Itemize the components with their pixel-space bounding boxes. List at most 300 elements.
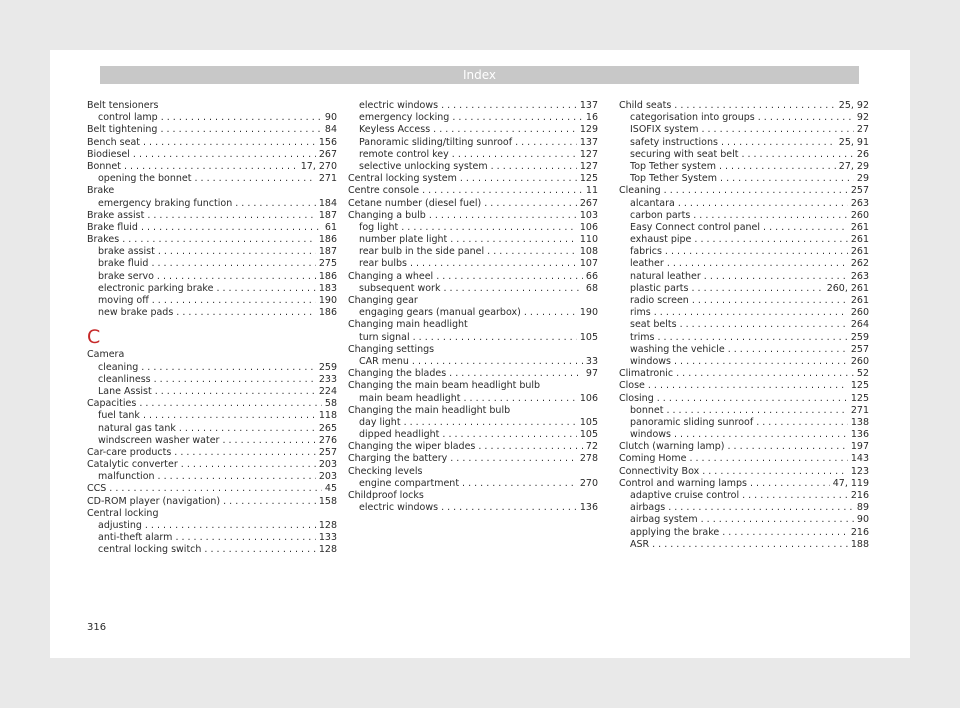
index-entry	[348, 466, 598, 478]
entry-page-ref: 72	[585, 441, 598, 453]
entry-term: safety instructions	[630, 136, 718, 148]
entry-term: Clutch (warning lamp)	[619, 441, 725, 453]
entry-page-ref: 110	[579, 234, 598, 246]
entry-page-ref: 89	[856, 502, 869, 514]
dot-leader	[157, 124, 324, 136]
index-subentry	[619, 514, 869, 526]
entry-term: natural gas tank	[98, 422, 176, 434]
entry-page-ref: 216	[850, 526, 869, 538]
entry-page-ref: 203	[318, 459, 337, 471]
entry-term: panoramic sliding sunroof	[630, 416, 754, 428]
entry-page-ref: 47, 119	[832, 477, 869, 489]
entry-term: CD-ROM player (navigation)	[87, 495, 221, 507]
dot-leader	[649, 539, 851, 551]
entry-term: Biodiesel	[87, 148, 130, 160]
entry-term: adjusting	[98, 520, 142, 531]
dot-leader	[739, 490, 851, 502]
entry-term: malfunction	[98, 471, 155, 483]
index-subentry	[348, 222, 598, 234]
entry-page-ref: 260	[850, 307, 869, 319]
entry-term: Belt tensioners	[87, 100, 159, 111]
dot-leader	[430, 124, 580, 136]
entry-page-ref: 267	[579, 197, 598, 209]
index-subentry	[619, 210, 869, 222]
dot-leader	[173, 307, 319, 319]
entry-term: day light	[359, 416, 401, 428]
index-subentry	[87, 471, 337, 483]
entry-page-ref: 97	[585, 368, 598, 380]
index-subentry	[619, 246, 869, 258]
entry-term: plastic parts	[630, 282, 689, 294]
index-entry	[619, 393, 869, 405]
entry-term: rims	[630, 307, 651, 319]
entry-term: Catalytic converter	[87, 459, 178, 471]
index-column-1	[87, 100, 337, 557]
dot-leader	[119, 234, 319, 246]
dot-leader	[717, 173, 857, 185]
dot-leader	[691, 234, 850, 246]
entry-term: Changing the wiper blades	[348, 441, 476, 453]
index-subentry	[87, 198, 337, 210]
entry-term: Top Tether System	[630, 173, 718, 185]
entry-term: opening the bonnet	[98, 173, 192, 185]
dot-leader	[433, 271, 586, 283]
index-subentry	[348, 417, 598, 429]
entry-page-ref: 128	[318, 544, 337, 556]
entry-page-ref: 143	[850, 453, 869, 465]
entry-page-ref: 275	[318, 258, 337, 270]
entry-page-ref: 52	[856, 368, 869, 380]
index-entry	[348, 490, 598, 502]
index-entry	[87, 349, 337, 361]
index-entry	[87, 149, 337, 161]
dot-leader	[419, 185, 586, 197]
entry-term: carbon parts	[630, 209, 691, 221]
dot-leader	[438, 502, 580, 514]
dot-leader	[130, 149, 319, 161]
dot-leader	[673, 368, 857, 380]
entry-page-ref: 261	[850, 234, 869, 246]
index-entry	[87, 234, 337, 246]
entry-page-ref: 158	[318, 495, 337, 507]
index-entry	[619, 185, 869, 197]
entry-term: Child seats	[619, 100, 672, 111]
entry-term: number plate light	[359, 234, 448, 246]
entry-term: dipped headlight	[359, 429, 440, 441]
entry-page-ref: 128	[318, 520, 337, 531]
index-entry	[348, 173, 598, 185]
entry-term: Childproof locks	[348, 490, 424, 501]
index-subentry	[619, 137, 869, 149]
entry-page-ref: 257	[318, 446, 337, 458]
entry-term: Centre console	[348, 185, 420, 197]
index-title: Index	[462, 68, 497, 82]
index-subentry	[348, 332, 598, 344]
entry-page-ref: 66	[585, 270, 598, 282]
index-subentry	[87, 410, 337, 422]
entry-page-ref: 259	[318, 361, 337, 373]
index-subentry	[619, 344, 869, 356]
index-entry	[87, 222, 337, 234]
entry-term: brake fluid	[98, 258, 149, 270]
dot-leader	[475, 441, 586, 453]
dot-leader	[178, 459, 319, 471]
dot-leader	[401, 417, 580, 429]
index-subentry	[619, 222, 869, 234]
index-entry	[87, 185, 337, 197]
entry-page-ref: 271	[318, 173, 337, 185]
index-entry	[87, 210, 337, 222]
entry-term: Checking levels	[348, 465, 423, 477]
entry-term: Brake	[87, 185, 115, 197]
entry-term: Changing main headlight	[348, 319, 468, 331]
index-subentry	[619, 527, 869, 539]
dot-leader	[449, 149, 580, 161]
dot-leader	[151, 374, 319, 386]
entry-term: alcantara	[630, 197, 675, 209]
entry-term: ISOFIX system	[630, 124, 699, 136]
dot-leader	[232, 198, 319, 210]
entry-term: Changing the blades	[348, 368, 447, 380]
index-subentry	[87, 544, 337, 556]
entry-page-ref: 224	[318, 385, 337, 397]
index-subentry	[87, 307, 337, 319]
entry-term: Charging the battery	[348, 453, 448, 465]
entry-term: Changing a bulb	[348, 209, 426, 221]
entry-page-ref: 127	[579, 160, 598, 172]
dot-leader	[701, 271, 851, 283]
dot-leader	[106, 483, 325, 495]
entry-page-ref: 133	[318, 532, 337, 544]
entry-term: Car-care products	[87, 446, 172, 458]
entry-page-ref: 190	[318, 295, 337, 306]
index-subentry	[87, 435, 337, 447]
index-subentry	[619, 319, 869, 331]
index-subentry	[619, 149, 869, 161]
index-entry	[348, 380, 598, 392]
index-entry	[87, 447, 337, 459]
entry-page-ref: 190	[579, 307, 598, 319]
dot-leader	[176, 423, 319, 435]
dot-leader	[449, 112, 586, 124]
index-subentry	[619, 124, 869, 136]
dot-leader	[671, 100, 839, 112]
entry-term: cleanliness	[98, 373, 151, 385]
entry-page-ref: 262	[850, 258, 869, 270]
entry-term: Bench seat	[87, 136, 140, 148]
entry-page-ref: 184	[318, 197, 337, 209]
dot-leader	[753, 417, 851, 429]
index-subentry	[619, 161, 869, 173]
entry-page-ref: 137	[579, 100, 598, 111]
entry-term: Easy Connect control panel	[630, 221, 761, 233]
entry-term: selective unlocking system	[359, 160, 488, 172]
index-subentry	[348, 258, 598, 270]
dot-leader	[662, 246, 851, 258]
entry-term: airbag system	[630, 514, 698, 526]
page-number: 316	[87, 622, 107, 633]
dot-leader	[148, 258, 318, 270]
entry-term: natural leather	[630, 270, 701, 282]
index-entry	[87, 496, 337, 508]
index-subentry	[619, 356, 869, 368]
dot-leader	[409, 356, 586, 368]
entry-term: rear bulb in the side panel	[359, 246, 485, 258]
dot-leader	[152, 386, 319, 398]
entry-page-ref: 187	[318, 246, 337, 258]
entry-page-ref: 27	[856, 124, 869, 136]
dot-leader	[738, 149, 856, 161]
dot-leader	[447, 453, 580, 465]
entry-page-ref: 33	[585, 355, 598, 367]
entry-page-ref: 90	[856, 514, 869, 526]
index-subentry	[348, 307, 598, 319]
index-subentry	[348, 149, 598, 161]
entry-page-ref: 267	[318, 148, 337, 160]
dot-leader	[725, 344, 851, 356]
dot-leader	[481, 198, 580, 210]
entry-page-ref: 216	[850, 490, 869, 501]
dot-leader	[718, 137, 839, 149]
dot-leader	[677, 319, 851, 331]
dot-leader	[407, 258, 580, 270]
dot-leader	[665, 502, 857, 514]
entry-term: electric windows	[359, 502, 439, 514]
entry-page-ref: 156	[318, 136, 337, 148]
entry-term: seat belts	[630, 319, 677, 331]
index-entry	[87, 161, 337, 173]
entry-term: Cetane number (diesel fuel)	[348, 197, 482, 209]
entry-page-ref: 125	[579, 173, 598, 185]
index-header-band	[100, 66, 859, 84]
entry-term: airbags	[630, 502, 666, 514]
entry-term: Top Tether system	[630, 160, 716, 172]
entry-page-ref: 259	[850, 331, 869, 343]
dot-leader	[671, 356, 851, 368]
index-entry	[87, 137, 337, 149]
dot-leader	[439, 429, 579, 441]
index-entry	[619, 380, 869, 392]
entry-term: cleaning	[98, 361, 139, 373]
index-entry	[619, 441, 869, 453]
entry-term: fuel tank	[98, 410, 140, 422]
section-letter: C	[87, 326, 101, 349]
dot-leader	[138, 362, 319, 374]
index-subentry	[619, 198, 869, 210]
entry-page-ref: 123	[850, 465, 869, 477]
index-entry	[348, 319, 598, 331]
index-entry	[619, 368, 869, 380]
entry-term: Changing gear	[348, 295, 418, 306]
entry-term: adaptive cruise control	[630, 490, 740, 501]
entry-page-ref: 257	[850, 185, 869, 197]
index-subentry	[87, 532, 337, 544]
index-entry	[348, 344, 598, 356]
dot-leader	[398, 222, 580, 234]
dot-leader	[760, 222, 851, 234]
entry-page-ref: 129	[579, 124, 598, 136]
index-page	[50, 50, 910, 658]
entry-page-ref: 106	[579, 392, 598, 404]
entry-page-ref: 90	[324, 112, 337, 124]
index-subentry	[619, 258, 869, 270]
entry-term: moving off	[98, 295, 149, 306]
index-subentry	[348, 356, 598, 368]
index-entry	[87, 124, 337, 136]
entry-term: Lane Assist	[98, 385, 152, 397]
index-subentry	[87, 283, 337, 295]
entry-page-ref: 233	[318, 373, 337, 385]
dot-leader	[154, 271, 319, 283]
entry-page-ref: 263	[850, 270, 869, 282]
index-entry	[87, 483, 337, 495]
entry-page-ref: 68	[585, 282, 598, 294]
entry-page-ref: 11	[585, 185, 598, 197]
entry-term: emergency braking function	[98, 197, 233, 209]
entry-page-ref: 137	[579, 136, 598, 148]
dot-leader	[461, 393, 580, 405]
entry-term: fabrics	[630, 246, 662, 258]
dot-leader	[140, 410, 319, 422]
entry-term: CAR menu	[359, 355, 409, 367]
index-subentry	[348, 478, 598, 490]
entry-page-ref: 263	[850, 197, 869, 209]
entry-page-ref: 260	[850, 355, 869, 367]
entry-page-ref: 261	[850, 246, 869, 258]
entry-term: subsequent work	[359, 282, 441, 294]
dot-leader	[671, 429, 851, 441]
entry-term: windscreen washer water	[98, 434, 220, 446]
entry-term: Capacities	[87, 398, 137, 410]
index-entry	[348, 295, 598, 307]
index-subentry	[619, 417, 869, 429]
entry-term: bonnet	[630, 404, 664, 416]
entry-term: Climatronic	[619, 368, 674, 380]
entry-term: rear bulbs	[359, 258, 407, 270]
index-subentry	[87, 271, 337, 283]
index-subentry	[87, 423, 337, 435]
index-entry	[348, 198, 598, 210]
index-subentry	[87, 520, 337, 532]
entry-page-ref: 186	[318, 270, 337, 282]
entry-page-ref: 118	[318, 410, 337, 422]
dot-leader	[664, 258, 851, 270]
index-column-2	[348, 100, 598, 514]
index-subentry	[348, 124, 598, 136]
index-subentry	[87, 362, 337, 374]
index-subentry	[619, 295, 869, 307]
index-subentry	[619, 112, 869, 124]
index-subentry	[619, 332, 869, 344]
index-subentry	[87, 112, 337, 124]
entry-page-ref: 106	[579, 221, 598, 233]
index-subentry	[87, 258, 337, 270]
dot-leader	[675, 198, 851, 210]
index-subentry	[87, 173, 337, 185]
entry-page-ref: 188	[850, 538, 869, 550]
entry-page-ref: 261	[850, 221, 869, 233]
index-subentry	[619, 429, 869, 441]
entry-term: new brake pads	[98, 307, 174, 319]
entry-page-ref: 203	[318, 471, 337, 483]
entry-page-ref: 183	[318, 282, 337, 294]
index-column-3	[619, 100, 869, 551]
dot-leader	[725, 441, 851, 453]
entry-term: windows	[630, 429, 671, 441]
entry-term: windows	[630, 355, 671, 367]
entry-page-ref: 271	[850, 404, 869, 416]
index-entry	[87, 100, 337, 112]
entry-page-ref: 27, 29	[838, 160, 869, 172]
entry-page-ref: 105	[579, 429, 598, 441]
entry-page-ref: 107	[579, 258, 598, 270]
entry-term: leather	[630, 258, 664, 270]
dot-leader	[155, 246, 319, 258]
dot-leader	[459, 478, 580, 490]
entry-page-ref: 278	[579, 453, 598, 465]
entry-page-ref: 186	[318, 234, 337, 246]
entry-term: exhaust pipe	[630, 234, 692, 246]
dot-leader	[690, 210, 851, 222]
entry-page-ref: 16	[585, 112, 598, 124]
entry-page-ref: 276	[318, 434, 337, 446]
dot-leader	[219, 435, 318, 447]
index-entry	[348, 453, 598, 465]
entry-term: Brake fluid	[87, 221, 138, 233]
entry-page-ref: 127	[579, 148, 598, 160]
dot-leader	[654, 332, 850, 344]
dot-leader	[155, 471, 319, 483]
entry-term: Brake assist	[87, 209, 145, 221]
dot-leader	[191, 173, 318, 185]
entry-page-ref: 58	[324, 398, 337, 410]
dot-leader	[719, 527, 851, 539]
dot-leader	[686, 453, 850, 465]
index-subentry	[619, 271, 869, 283]
entry-term: brake assist	[98, 246, 155, 258]
entry-page-ref: 260, 261	[826, 282, 869, 294]
entry-term: applying the brake	[630, 526, 720, 538]
entry-page-ref: 136	[850, 429, 869, 441]
entry-term: securing with seat belt	[630, 148, 739, 160]
dot-leader	[438, 100, 580, 112]
entry-term: main beam headlight	[359, 392, 461, 404]
dot-leader	[699, 466, 851, 478]
entry-page-ref: 186	[318, 307, 337, 319]
entry-term: Bonnet	[87, 160, 121, 172]
entry-page-ref: 45	[324, 483, 337, 495]
index-subentry	[87, 374, 337, 386]
entry-page-ref: 265	[318, 422, 337, 434]
entry-page-ref: 25, 91	[838, 136, 869, 148]
index-entry	[619, 100, 869, 112]
entry-page-ref: 264	[850, 319, 869, 331]
index-entry	[348, 405, 598, 417]
entry-term: Keyless Access	[359, 124, 431, 136]
dot-leader	[651, 307, 851, 319]
dot-leader	[645, 380, 851, 392]
entry-term: CCS	[87, 483, 107, 495]
index-subentry	[348, 100, 598, 112]
index-entry	[348, 210, 598, 222]
entry-page-ref: 29	[856, 173, 869, 185]
dot-leader	[440, 283, 585, 295]
dot-leader	[140, 137, 319, 149]
dot-leader	[698, 514, 857, 526]
entry-page-ref: 260	[850, 209, 869, 221]
entry-term: Close	[619, 380, 645, 392]
entry-term: Closing	[619, 392, 654, 404]
